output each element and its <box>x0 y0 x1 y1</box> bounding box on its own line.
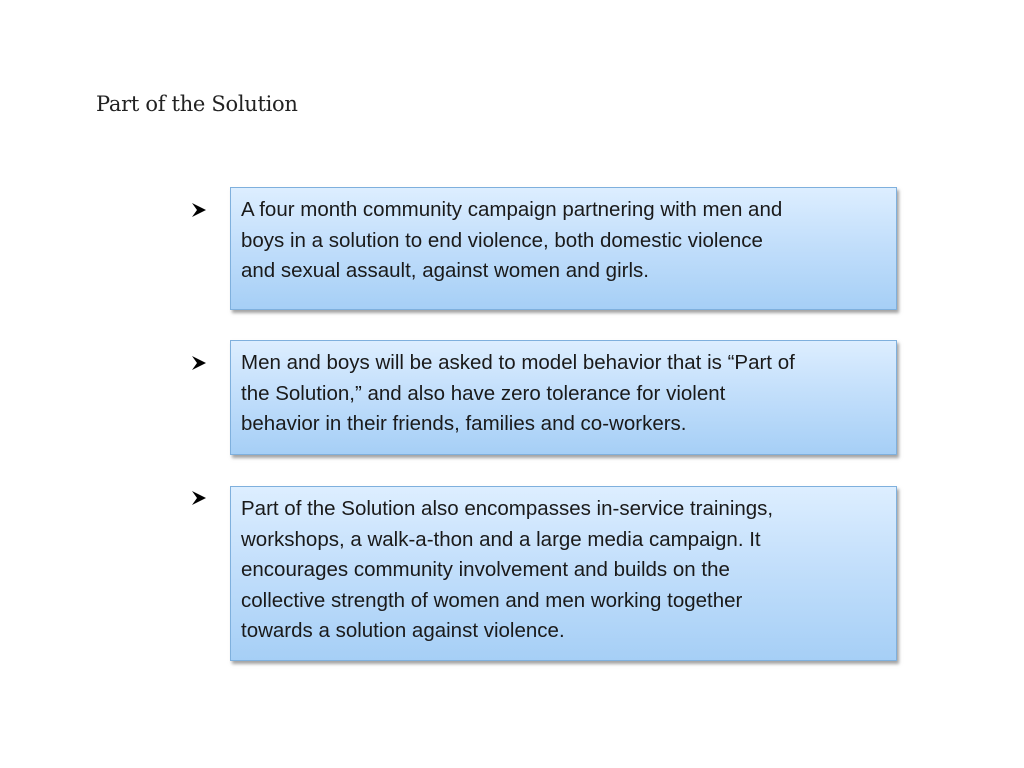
text-box-3 <box>230 486 897 661</box>
arrowhead-bullet-icon <box>190 201 208 219</box>
bullet-text-3: Part of the Solution also encompasses in-service trainings, workshops, a walk-a-thon and a large media campaign. It encourages community involvement and builds on the collective strength of women and men working together towards a solution against violence. <box>241 497 774 642</box>
text-box-1 <box>230 187 897 310</box>
arrowhead-bullet-icon <box>190 489 208 507</box>
slide-title: Part of the Solution <box>96 92 298 116</box>
arrowhead-bullet-icon <box>190 354 208 372</box>
text-box-2 <box>230 340 897 455</box>
bullet-text-2: Men and boys will be asked to model behavior that is “Part of the Solution,” and also have zero tolerance for violent behavior in their friends, families and co-workers. <box>241 351 795 435</box>
bullet-text-1: A four month community campaign partnering with men and boys in a solution to end violence, both domestic violence and sexual assault, against women and girls. <box>241 198 783 282</box>
